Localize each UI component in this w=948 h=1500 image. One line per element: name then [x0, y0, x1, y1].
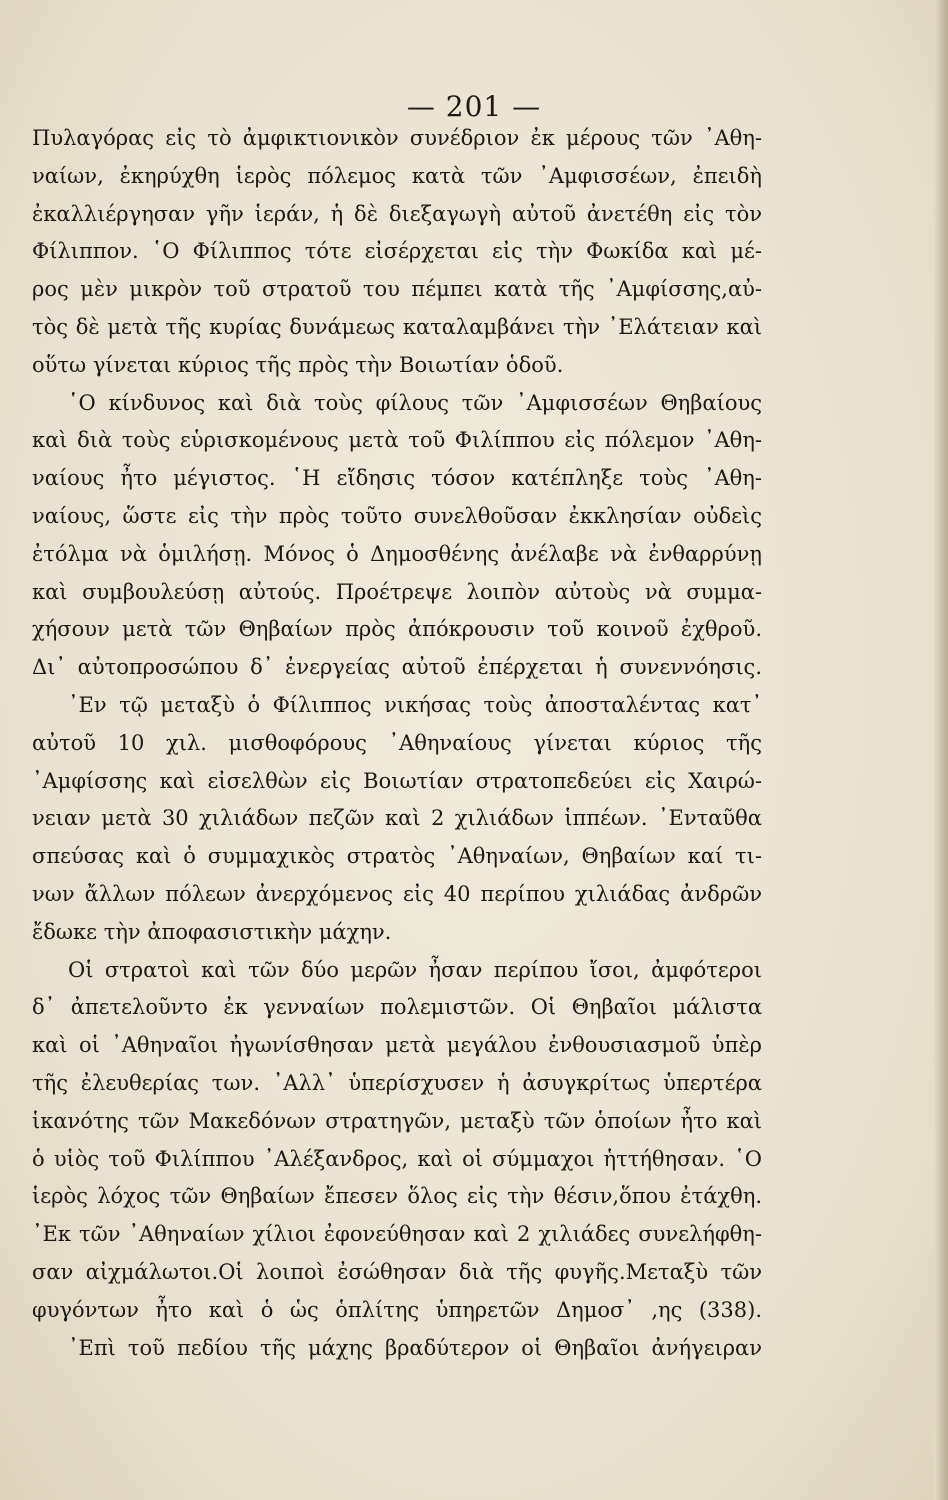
text-line: ρος μὲν μικρὸν τοῦ στρατοῦ του πέμπει κατὰ τῆς ᾿Αμφίσσης,αὐ- [32, 277, 762, 302]
text-line: ἐκαλλιέργησαν γῆν ἱεράν, ἡ δὲ διεξαγωγὴ αὐτοῦ ἀνετέθη εἰς τὸν [32, 201, 762, 226]
text-line: ᾿Επὶ τοῦ πεδίου τῆς μάχης βραδύτερον οἱ Θηβαῖοι ἀνήγειραν [68, 1335, 762, 1360]
text-line: Οἱ στρατοὶ καὶ τῶν δύο μερῶν ἦσαν περίπου ἴσοι, ἀμφότεροι [68, 957, 762, 982]
text-line: νων ἄλλων πόλεων ἀνερχόμενος εἰς 40 περίπου χιλιάδας ἀνδρῶν [32, 881, 762, 906]
text-line: καὶ διὰ τοὺς εὑρισκομένους μετὰ τοῦ Φιλίππου εἰς πόλεμον ᾿Αθη- [32, 428, 762, 453]
text-line: ἱκανότης τῶν Μακεδόνων στρατηγῶν, μεταξὺ τῶν ὁποίων ἦτο καὶ [32, 1108, 762, 1133]
text-line: χήσουν μετὰ τῶν Θηβαίων πρὸς ἀπόκρουσιν τοῦ κοινοῦ ἐχθροῦ. [32, 617, 762, 642]
text-line: καὶ συμβουλεύσῃ αὐτούς. Προέτρεψε λοιπὸν αὐτοὺς νὰ συμμα- [32, 579, 762, 604]
page-edge [934, 0, 948, 1500]
text-line: ᾿Αμφίσσης καὶ εἰσελθὼν εἰς Βοιωτίαν στρατοπεδεύει εἰς Χαιρώ- [32, 768, 762, 793]
text-line: δ᾿ ἀπετελοῦντο ἐκ γενναίων πολεμιστῶν. Οἱ Θηβαῖοι μάλιστα [32, 995, 762, 1020]
text-line: ἱερὸς λόχος τῶν Θηβαίων ἔπεσεν ὅλος εἰς τὴν θέσιν,ὅπου ἐτάχθη. [32, 1184, 762, 1209]
text-line: νειαν μετὰ 30 χιλιάδων πεζῶν καὶ 2 χιλιάδων ἱππέων. ᾿Ενταῦθα [32, 806, 762, 831]
text-line: φυγόντων ἦτο καὶ ὁ ὡς ὁπλίτης ὑπηρετῶν Δημοσ᾿ ,ης (338). [32, 1297, 762, 1322]
page-number: — 201 — [406, 90, 542, 123]
text-line: ῾Ο κίνδυνος καὶ διὰ τοὺς φίλους τῶν ᾿Αμφισσέων Θηβαίους [68, 390, 762, 415]
text-line: ὁ υἱὸς τοῦ Φιλίππου ᾿Αλέξανδρος, καὶ οἱ σύμμαχοι ἡττήθησαν. ῾Ο [32, 1146, 762, 1171]
text-line: τῆς ἐλευθερίας των. ᾿Αλλ᾿ ὑπερίσχυσεν ἡ ἀσυγκρίτως ὑπερτέρα [32, 1070, 762, 1095]
text-line: ᾿Εν τῷ μεταξὺ ὁ Φίλιππος νικήσας τοὺς ἀποσταλέντας κατ᾿ [68, 692, 762, 717]
body-text [32, 120, 762, 1367]
text-line: ἔδωκε τὴν ἀποφασιστικὴν μάχην. [32, 919, 392, 944]
text-line: καὶ οἱ ᾿Αθηναῖοι ἠγωνίσθησαν μετὰ μεγάλου ἐνθουσιασμοῦ ὑπὲρ [32, 1033, 762, 1058]
text-line: αὐτοῦ 10 χιλ. μισθοφόρους ᾿Αθηναίους γίνεται κύριος τῆς [32, 730, 762, 755]
text-line: Δι᾿ αὐτοπροσώπου δ᾿ ἐνεργείας αὐτοῦ ἐπέρχεται ἡ συνεννόησις. [32, 655, 762, 680]
text-line: Πυλαγόρας εἰς τὸ ἀμφικτιονικὸν συνέδριον ἐκ μέρους τῶν ᾿Αθη- [32, 126, 762, 150]
text-line: Φίλιππον. ῾Ο Φίλιππος τότε εἰσέρχεται εἰς τὴν Φωκίδα καὶ μέ- [32, 239, 762, 264]
text-line: ᾿Εκ τῶν ᾿Αθηναίων χίλιοι ἐφονεύθησαν καὶ 2 χιλιάδες συνελήφθη- [32, 1222, 762, 1247]
text-line: οὕτω γίνεται κύριος τῆς πρὸς τὴν Βοιωτίαν ὁδοῦ. [32, 352, 564, 377]
text-line: ἐτόλμα νὰ ὁμιλήσῃ. Μόνος ὁ Δημοσθένης ἀνέλαβε νὰ ἐνθαρρύνῃ [32, 541, 762, 566]
text-line: ναίων, ἐκηρύχθη ἱερὸς πόλεμος κατὰ τῶν ᾿Αμφισσέων, ἐπειδὴ [32, 163, 762, 188]
text-line: ναίους, ὥστε εἰς τὴν πρὸς τοῦτο συνελθοῦσαν ἐκκλησίαν οὐδεὶς [32, 503, 762, 528]
text-line: ναίους ἦτο μέγιστος. ῾Η εἴδησις τόσον κατέπληξε τοὺς ᾿Αθη- [32, 466, 762, 491]
text-line: σπεύσας καὶ ὁ συμμαχικὸς στρατὸς ᾿Αθηναίων, Θηβαίων καί τι- [32, 844, 762, 869]
text-line: σαν αἰχμάλωτοι.Οἱ λοιποὶ ἐσώθησαν διὰ τῆς φυγῆς.Μεταξὺ τῶν [32, 1259, 762, 1284]
text-line: τὸς δὲ μετὰ τῆς κυρίας δυνάμεως καταλαμβάνει τὴν ᾿Ελάτειαν καὶ [32, 314, 762, 339]
